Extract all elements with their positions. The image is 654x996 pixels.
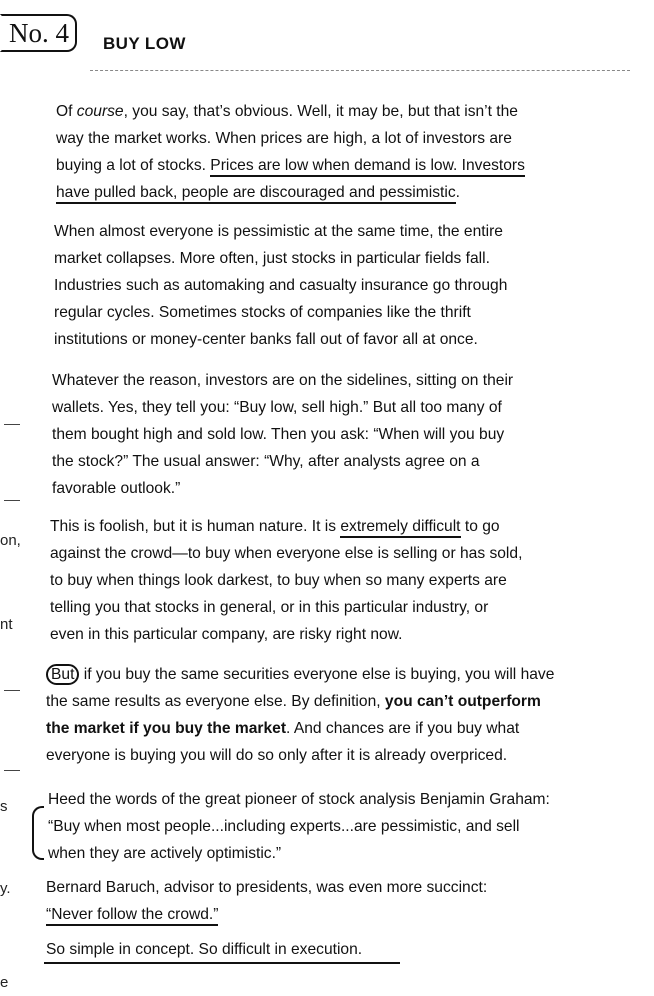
p5-line-4: everyone is buying you will do so only after it is already overpriced. — [46, 747, 508, 764]
margin-fragment: nt — [0, 616, 13, 633]
text-run: to go — [460, 518, 500, 535]
p5-line-1 — [46, 661, 554, 688]
p4-line-1 — [50, 513, 522, 540]
text-run: . And chances are if you buy what — [286, 720, 520, 737]
paragraph-1 — [56, 98, 525, 206]
margin-dash — [4, 424, 20, 425]
underlined-phrase: Prices are low when demand is low. Investors — [210, 157, 525, 177]
p1-line-4 — [56, 179, 525, 206]
underlined-phrase: extremely difficult — [340, 518, 460, 538]
p3-line-5: favorable outlook.” — [52, 480, 181, 497]
p7-line-1: Bernard Baruch, advisor to presidents, was even more succinct: — [46, 879, 488, 896]
closing-underline — [44, 962, 400, 964]
p7-line-2 — [46, 901, 487, 928]
paragraph-4 — [50, 513, 522, 648]
bold-phrase: the market if you buy the market — [46, 720, 287, 737]
text-run: , you say, that’s obvious. Well, it may be, but that isn’t the — [123, 103, 518, 120]
p4-line-4: telling you that stocks in general, or in this particular industry, or — [50, 599, 489, 616]
p2-line-4: regular cycles. Sometimes stocks of companies like the thrift — [54, 304, 471, 321]
margin-fragment: y. — [0, 880, 11, 897]
margin-fragment: s — [0, 798, 8, 815]
p2-line-2: market collapses. More often, just stocks in particular fields fall. — [54, 250, 490, 267]
p4-line-5: even in this particular company, are risky right now. — [50, 626, 403, 643]
text-run: This is foolish, but it is human nature. It is — [50, 518, 341, 535]
margin-bracket — [32, 806, 44, 860]
underlined-phrase: have pulled back, people are discouraged and pessimistic — [56, 184, 456, 204]
text-run: the same results as everyone else. By definition, — [46, 693, 385, 710]
p5-line-2 — [46, 688, 554, 715]
underlined-quote: “Never follow the crowd.” — [46, 906, 218, 926]
p3-line-4: the stock?” The usual answer: “Why, after analysts agree on a — [52, 453, 480, 470]
p2-line-3: Industries such as automaking and casualty insurance go through — [54, 277, 508, 294]
text-run: . — [455, 184, 460, 201]
p1-line-1 — [56, 98, 525, 125]
margin-dash — [4, 770, 20, 771]
p5-line-3 — [46, 715, 554, 742]
p6-line-3: when they are actively optimistic.” — [48, 845, 282, 862]
p1-line-2: way the market works. When prices are high, a lot of investors are — [56, 130, 512, 147]
margin-fragment: e — [0, 974, 9, 991]
p3-line-3: them bought high and sold low. Then you ask: “When will you buy — [52, 426, 505, 443]
italic-word: course — [76, 103, 124, 120]
text-run: buying a lot of stocks. — [56, 157, 211, 174]
paragraph-5 — [46, 661, 554, 769]
p2-line-1: When almost everyone is pessimistic at the same time, the entire — [54, 223, 503, 240]
chapter-title: BUY LOW — [103, 34, 186, 53]
paragraph-6 — [48, 786, 550, 867]
margin-dash — [4, 690, 20, 691]
p6-line-2: “Buy when most people...including experts...are pessimistic, and sell — [48, 818, 520, 835]
text-run: if you buy the same securities everyone else is buying, you will have — [79, 666, 555, 683]
paragraph-2 — [54, 218, 507, 353]
closing-line: So simple in concept. So difficult in execution. — [46, 941, 363, 958]
p3-line-1: Whatever the reason, investors are on the sidelines, sitting on their — [52, 372, 514, 389]
bold-phrase: you can’t outperform — [384, 693, 541, 710]
circled-word: But — [46, 664, 79, 685]
paragraph-3 — [52, 367, 513, 502]
p4-line-2: against the crowd—to buy when everyone else is selling or has sold, — [50, 545, 523, 562]
p6-line-1: Heed the words of the great pioneer of stock analysis Benjamin Graham: — [48, 791, 550, 808]
text-run: Of — [56, 103, 77, 120]
p4-line-3: to buy when things look darkest, to buy when so many experts are — [50, 572, 507, 589]
header-rule — [90, 70, 630, 71]
margin-fragment: on, — [0, 532, 21, 549]
p1-line-3 — [56, 152, 525, 179]
paragraph-7 — [46, 874, 487, 928]
chapter-number: No. 4 — [0, 14, 77, 52]
p2-line-5: institutions or money-center banks fall out of favor all at once. — [54, 331, 478, 348]
margin-dash — [4, 500, 20, 501]
p3-line-2: wallets. Yes, they tell you: “Buy low, sell high.” But all too many of — [52, 399, 502, 416]
